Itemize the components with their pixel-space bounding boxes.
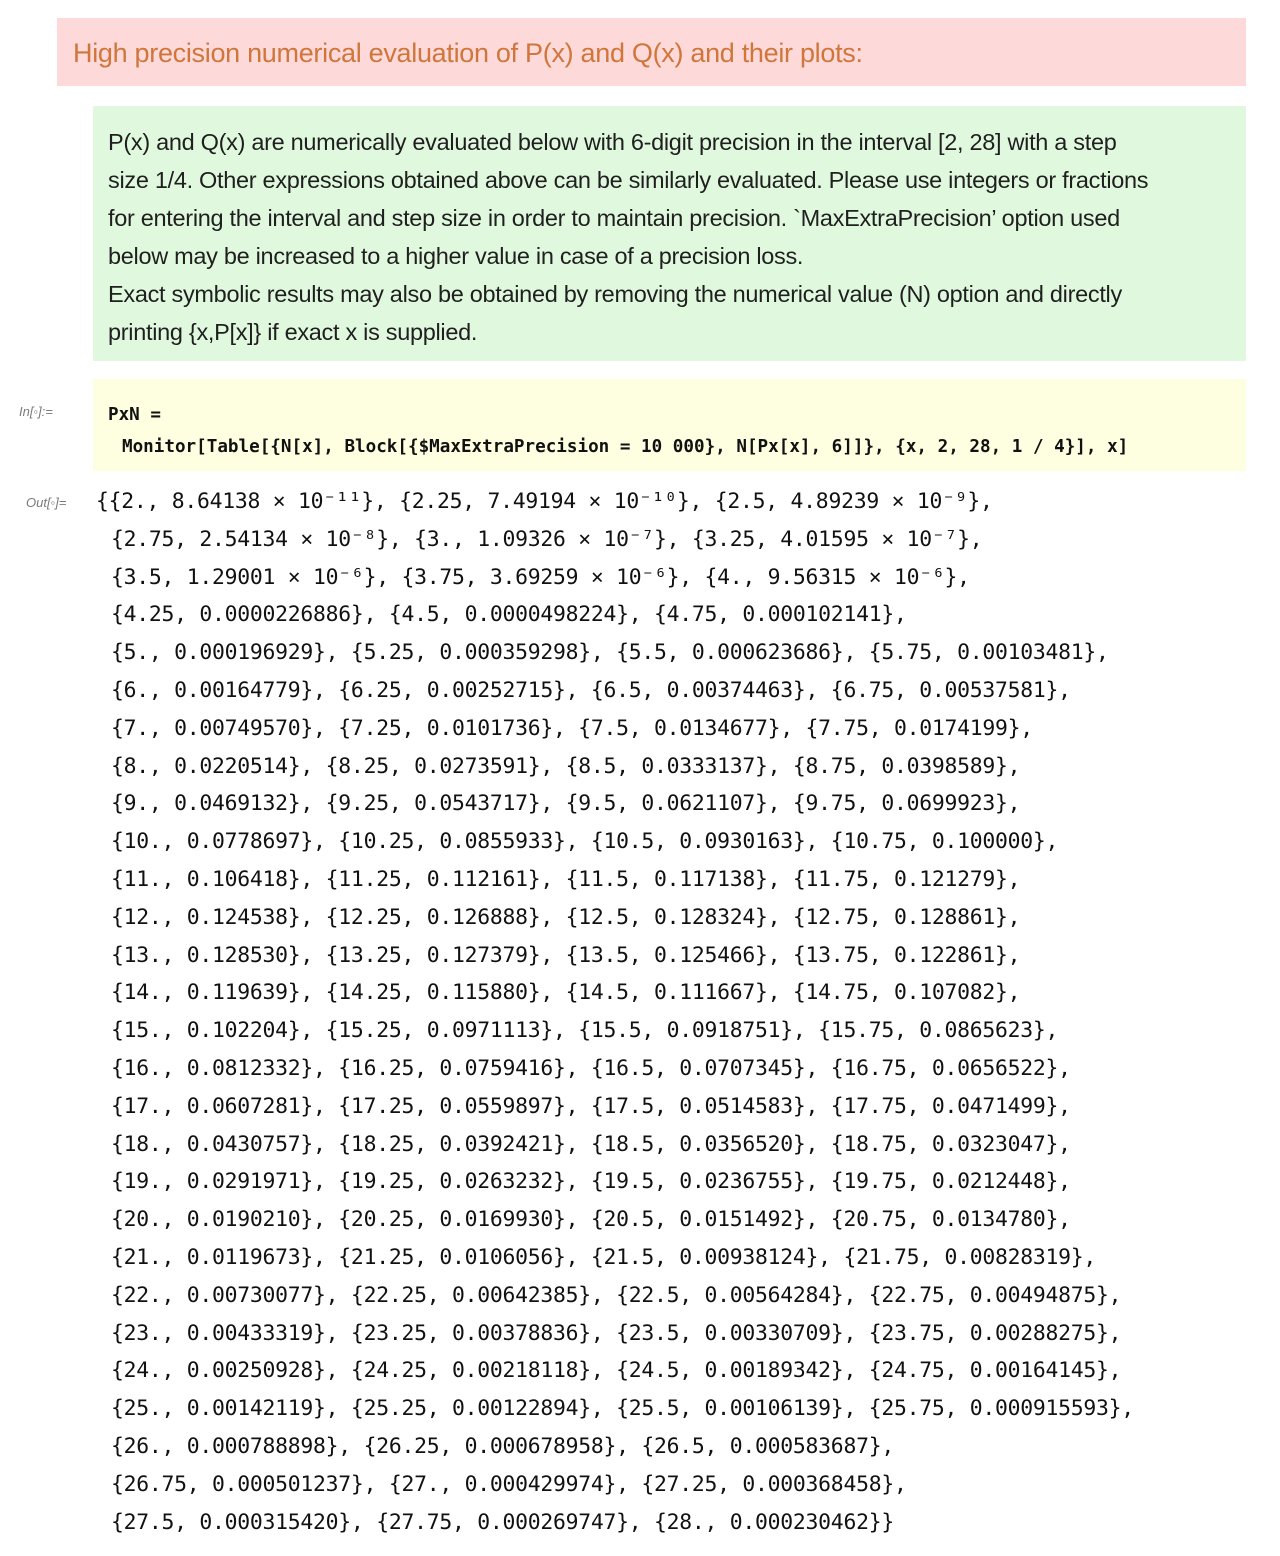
output-line: {10., 0.0778697}, {10.25, 0.0855933}, {10.5, 0.0930163}, {10.75, 0.100000},: [111, 829, 1059, 855]
output-line: {23., 0.00433319}, {23.25, 0.00378836}, {23.5, 0.00330709}, {23.75, 0.00288275},: [111, 1320, 1122, 1346]
output-line: {15., 0.102204}, {15.25, 0.0971113}, {15.5, 0.0918751}, {15.75, 0.0865623},: [111, 1018, 1059, 1044]
output-line: {6., 0.00164779}, {6.25, 0.00252715}, {6.5, 0.00374463}, {6.75, 0.00537581},: [111, 677, 1071, 703]
output-line: {2.75, 2.54134 × 10⁻⁸}, {3., 1.09326 × 10⁻⁷}, {3.25, 4.01595 × 10⁻⁷},: [111, 526, 983, 552]
output-line: {25., 0.00142119}, {25.25, 0.00122894}, {25.5, 0.00106139}, {25.75, 0.000915593},: [111, 1396, 1134, 1422]
code-line-assignment: PxN =: [108, 405, 161, 425]
output-line: {4.25, 0.0000226886}, {4.5, 0.0000498224}, {4.75, 0.000102141},: [111, 602, 907, 628]
output-line: {16., 0.0812332}, {16.25, 0.0759416}, {16.5, 0.0707345}, {16.75, 0.0656522},: [111, 1055, 1071, 1081]
text-line: for entering the interval and step size in order to maintain precision. `MaxExtraPrecision’ option used: [108, 205, 1120, 231]
output-line: {12., 0.124538}, {12.25, 0.126888}, {12.5, 0.128324}, {12.75, 0.128861},: [111, 904, 1021, 930]
output-line: {22., 0.00730077}, {22.25, 0.00642385}, {22.5, 0.00564284}, {22.75, 0.00494875},: [111, 1282, 1122, 1308]
output-line: {18., 0.0430757}, {18.25, 0.0392421}, {18.5, 0.0356520}, {18.75, 0.0323047},: [111, 1131, 1071, 1157]
text-line: Exact symbolic results may also be obtained by removing the numerical value (N) option and directly: [108, 281, 1122, 307]
text-line: below may be increased to a higher value in case of a precision loss.: [108, 243, 804, 269]
output-line: {21., 0.0119673}, {21.25, 0.0106056}, {21.5, 0.00938124}, {21.75, 0.00828319},: [111, 1244, 1097, 1270]
output-line: {13., 0.128530}, {13.25, 0.127379}, {13.5, 0.125466}, {13.75, 0.122861},: [111, 942, 1021, 968]
output-line: {26., 0.000788898}, {26.25, 0.000678958}, {26.5, 0.000583687},: [111, 1433, 894, 1459]
section-header: [57, 18, 1246, 86]
input-cell[interactable]: [93, 379, 1246, 471]
output-line: {20., 0.0190210}, {20.25, 0.0169930}, {20.5, 0.0151492}, {20.75, 0.0134780},: [111, 1207, 1071, 1233]
text-line: P(x) and Q(x) are numerically evaluated below with 6-digit precision in the interval [2, 28] with a step: [108, 129, 1117, 155]
output-line: {9., 0.0469132}, {9.25, 0.0543717}, {9.5, 0.0621107}, {9.75, 0.0699923},: [111, 791, 1021, 817]
code-line-monitor: Monitor[Table[{N[x], Block[{$MaxExtraPrecision = 10 000}, N[Px[x], 6]]}, {x, 2, 28, 1 / 4}], x]: [122, 437, 1129, 457]
output-cell[interactable]: [96, 483, 1266, 1541]
input-cell-label: In[◦]:=: [19, 404, 53, 419]
output-line: {8., 0.0220514}, {8.25, 0.0273591}, {8.5, 0.0333137}, {8.75, 0.0398589},: [111, 753, 1021, 779]
output-line: {3.5, 1.29001 × 10⁻⁶}, {3.75, 3.69259 × 10⁻⁶}, {4., 9.56315 × 10⁻⁶},: [111, 564, 970, 590]
output-line: {{2., 8.64138 × 10⁻¹¹}, {2.25, 7.49194 × 10⁻¹⁰}, {2.5, 4.89239 × 10⁻⁹},: [96, 489, 993, 514]
output-line: {7., 0.00749570}, {7.25, 0.0101736}, {7.5, 0.0134677}, {7.75, 0.0174199},: [111, 715, 1033, 741]
output-line: {14., 0.119639}, {14.25, 0.115880}, {14.5, 0.111667}, {14.75, 0.107082},: [111, 980, 1021, 1006]
section-title: High precision numerical evaluation of P(x) and Q(x) and their plots:: [73, 38, 863, 68]
output-line: {27.5, 0.000315420}, {27.75, 0.000269747}, {28., 0.000230462}}: [111, 1509, 894, 1535]
output-line: {11., 0.106418}, {11.25, 0.112161}, {11.5, 0.117138}, {11.75, 0.121279},: [111, 866, 1021, 892]
text-line: printing {x,P[x]} if exact x is supplied.: [108, 319, 478, 345]
output-line: {17., 0.0607281}, {17.25, 0.0559897}, {17.5, 0.0514583}, {17.75, 0.0471499},: [111, 1093, 1071, 1119]
text-cell[interactable]: [93, 106, 1246, 361]
output-cell-label: Out[◦]=: [26, 495, 67, 510]
output-line: {24., 0.00250928}, {24.25, 0.00218118}, {24.5, 0.00189342}, {24.75, 0.00164145},: [111, 1358, 1122, 1384]
output-line: {19., 0.0291971}, {19.25, 0.0263232}, {19.5, 0.0236755}, {19.75, 0.0212448},: [111, 1169, 1071, 1195]
output-line: {26.75, 0.000501237}, {27., 0.000429974}, {27.25, 0.000368458},: [111, 1471, 907, 1497]
text-line: size 1/4. Other expressions obtained above can be similarly evaluated. Please use integers or fractions: [108, 167, 1149, 193]
output-line: {5., 0.000196929}, {5.25, 0.000359298}, {5.5, 0.000623686}, {5.75, 0.00103481},: [111, 640, 1109, 666]
